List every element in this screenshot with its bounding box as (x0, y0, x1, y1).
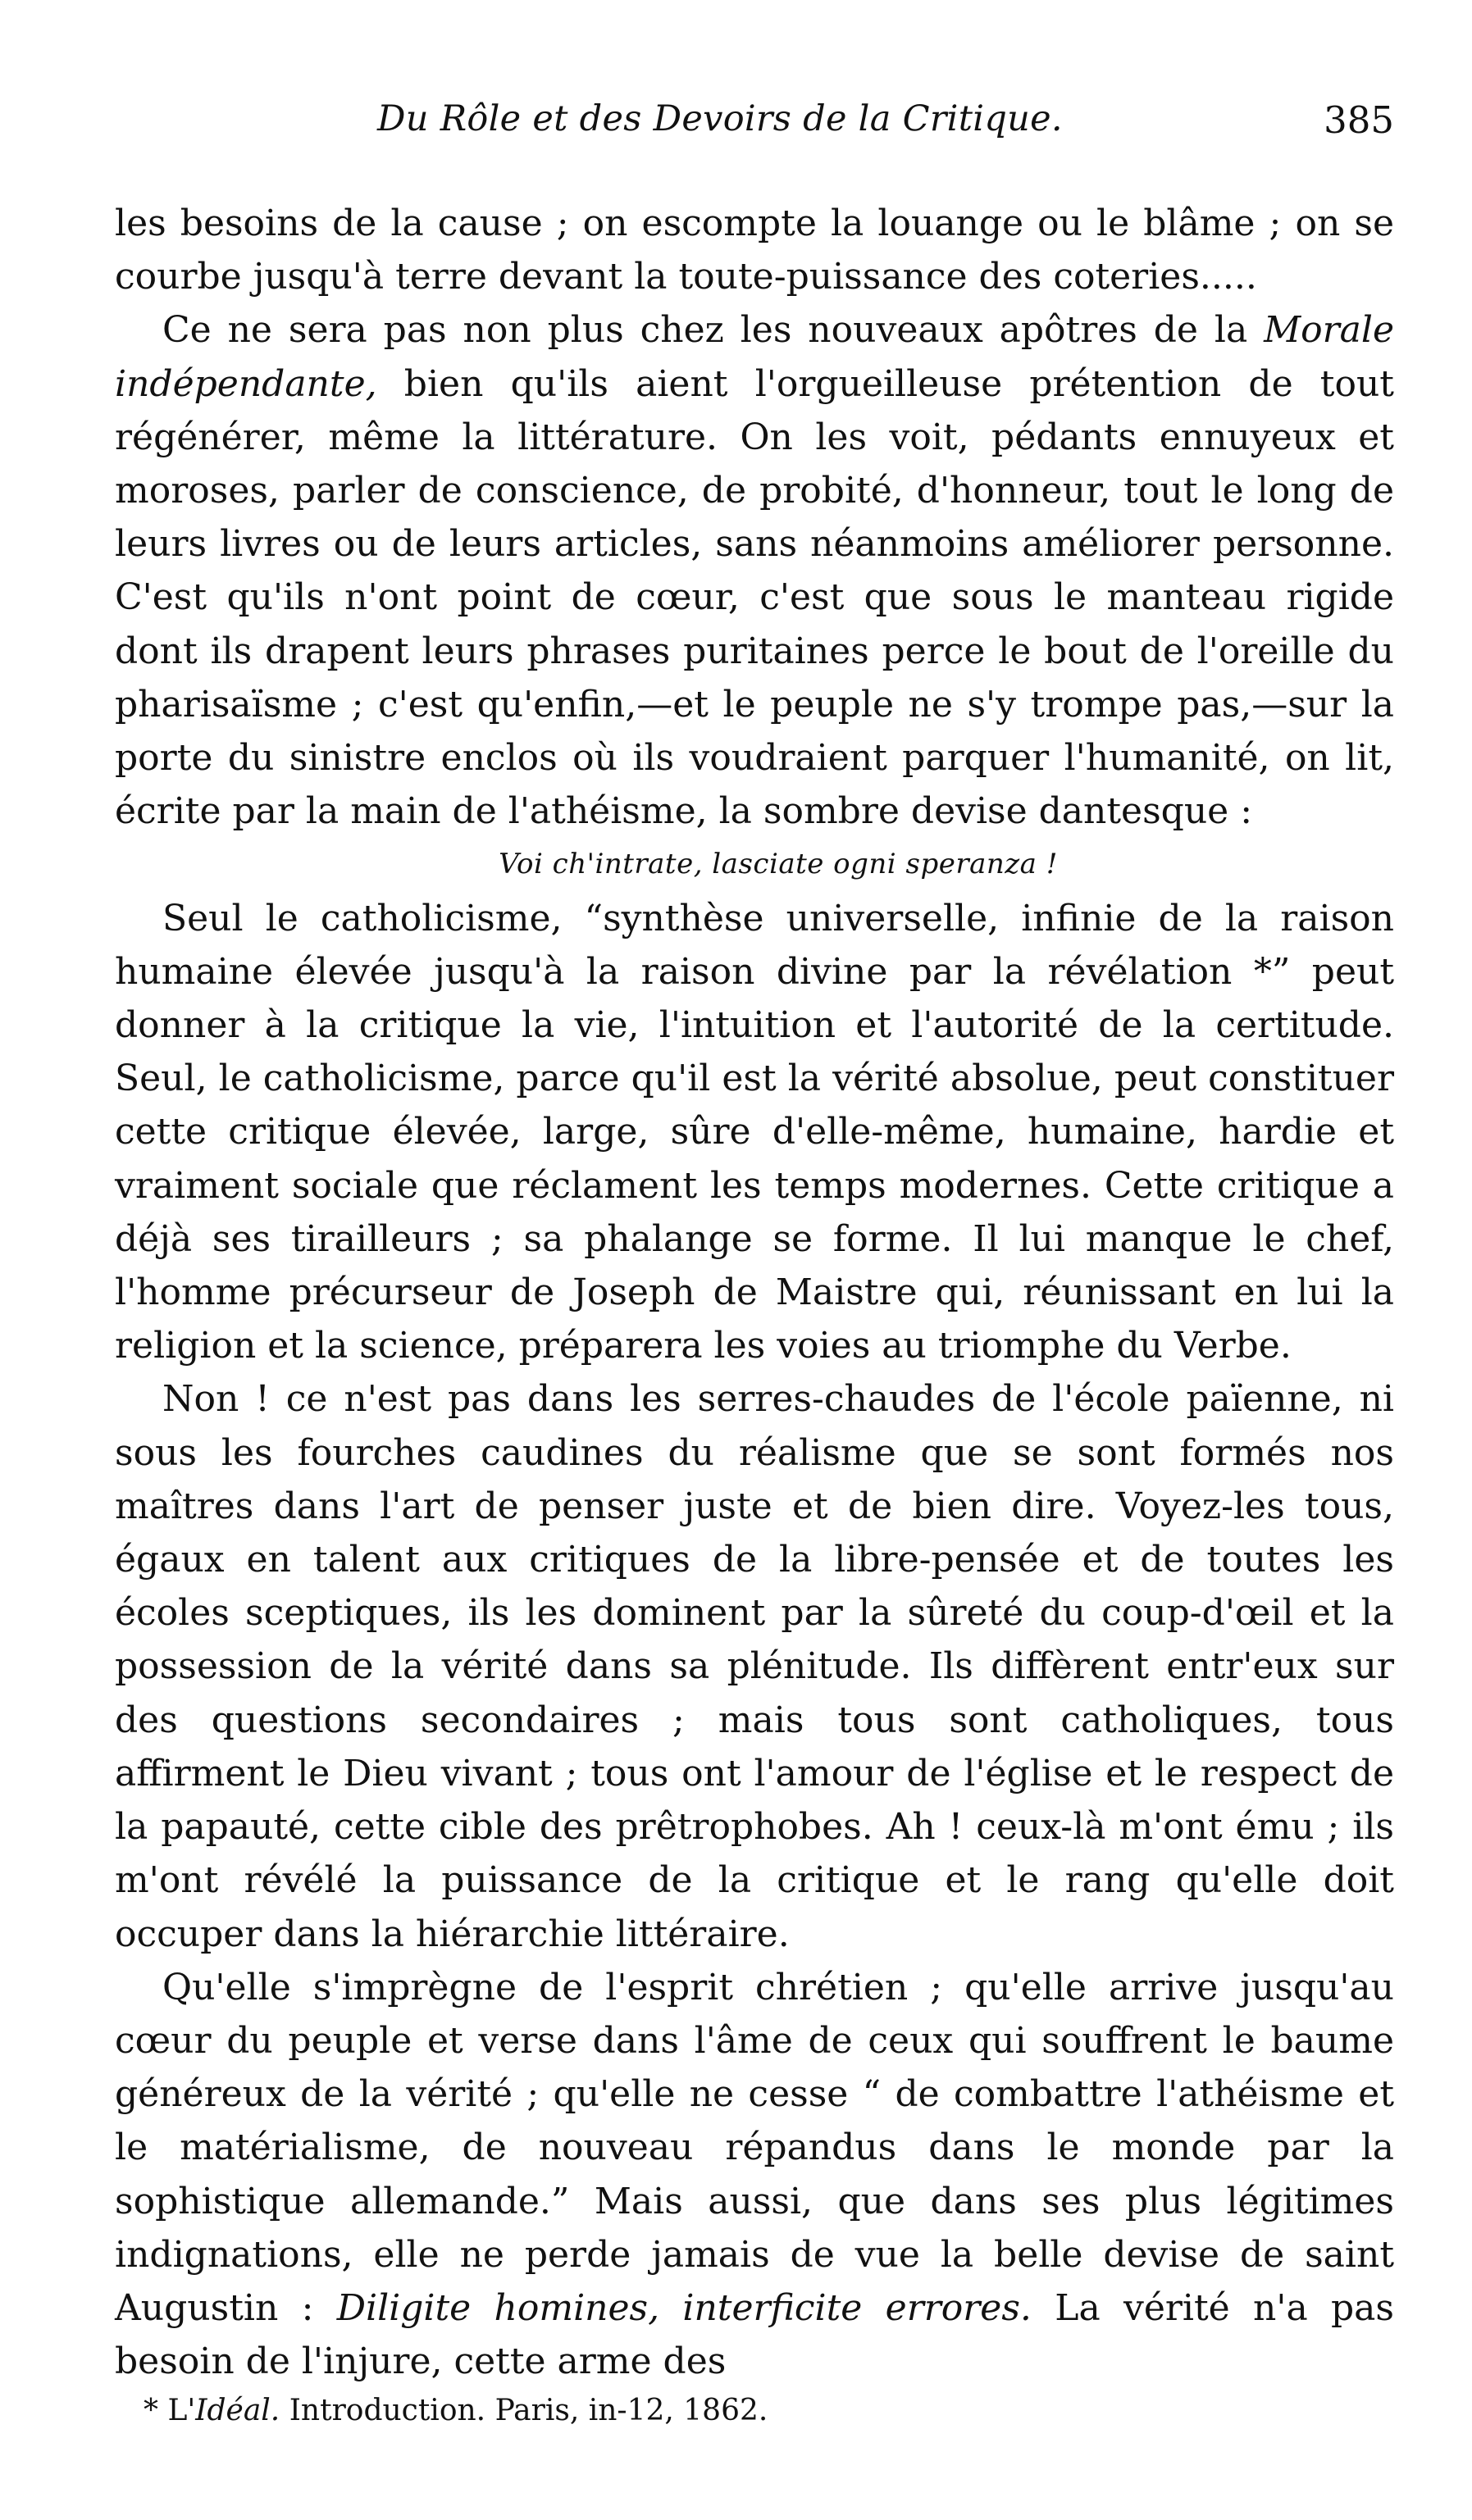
paragraph-5-emphasis: Diligite homines, interficite errores. (336, 2286, 1032, 2329)
paragraph-5-end: La vérité n'a pas besoin de l'injure, cette arme des (115, 2286, 1394, 2383)
paragraph-1: les besoins de la cause ; on escompte la louange ou le blâme ; on se courbe jusqu'à terre devant la toute-puissance des coteries..... (115, 202, 1394, 298)
footnote-text: Introduction. Paris, in-12, 1862. (280, 2394, 768, 2427)
running-title: Du Rôle et des Devoirs de la Critique. (377, 98, 1063, 139)
page-header (115, 98, 1394, 156)
paragraph-4: Non ! ce n'est pas dans les serres-chaudes de l'école païenne, ni sous les fourches caudines du réalisme que se sont formés nos maîtres dans l'art de penser juste et de bien dire. Voyez-les tous, égaux en talent aux critiques de la libre-pensée et de toutes les écoles sceptiques, ils les dominent par la sûreté du coup-d'œil et la possession de la vérité dans sa plénitude. Ils diffèrent entr'eux sur des questions secondaires ; mais tous sont catholiques, tous affirment le Dieu vivant ; tous ont l'amour de l'église et le respect de la papauté, cette cible des prêtrophobes. Ah ! ceux-là m'ont ému ; ils m'ont révélé la puissance de la critique et le rang qu'elle doit occuper dans la hiérarchie littéraire. (115, 1378, 1394, 1955)
paragraph-5 (115, 1961, 1394, 2389)
footnote-title: Idéal. (195, 2394, 280, 2427)
paragraph-2 (115, 303, 1394, 838)
footnote-marker: * L' (144, 2394, 196, 2427)
paragraph-2-end: bien qu'ils aient l'orgueilleuse prétention de tout régénérer, même la littérature. On les voit, pédants ennuyeux et moroses, parler de conscience, de probité, d'honneur, tout le long de leurs livres ou de leurs articles, sans néanmoins améliorer personne. C'est qu'ils n'ont point de cœur, c'est que sous le manteau rigide dont ils drapent leurs phrases puritaines perce le bout de l'oreille du pharisaïsme ; c'est qu'enfin,—et le peuple ne s'y trompe pas,—sur la porte du sinistre enclos où ils voudraient parquer l'humanité, on lit, écrite par la main de l'athéisme, la sombre devise dantesque : (115, 362, 1394, 833)
page-number: 385 (1324, 98, 1394, 142)
paragraph-2-emphasis: Morale indépendante, (115, 309, 1394, 405)
paragraph-2-start: Ce ne sera pas non plus chez les nouveaux apôtres de la (162, 309, 1265, 352)
dante-quote: Voi ch'intrate, lasciate ogni speranza ! (499, 848, 1058, 881)
body-text (115, 197, 1394, 2388)
footnote (144, 2394, 768, 2427)
paragraph-5-start: Qu'elle s'imprègne de l'esprit chrétien ; qu'elle arrive jusqu'au cœur du peuple et verse dans l'âme de ceux qui souffrent le baume généreux de la vérité ; qu'elle ne cesse “ de combattre l'athéisme et le matérialisme, de nouveau répandus dans le monde par la sophistique allemande.” Mais aussi, que dans ses plus légitimes indignations, elle ne perde jamais de vue la belle devise de saint Augustin : (115, 1966, 1394, 2329)
paragraph-3: Seul le catholicisme, “synthèse universelle, infinie de la raison humaine élevée jusqu'à la raison divine par la révélation *” peut donner à la critique la vie, l'intuition et l'autorité de la certitude. Seul, le catholicisme, parce qu'il est la vérité absolue, peut constituer cette critique élevée, large, sûre d'elle-même, humaine, hardie et vraiment sociale que réclament les temps modernes. Cette critique a déjà ses tirailleurs ; sa phalange se forme. Il lui manque le chef, l'homme précurseur de Joseph de Maistre qui, réunissant en lui la religion et la science, préparera les voies au triomphe du Verbe. (115, 897, 1394, 1367)
